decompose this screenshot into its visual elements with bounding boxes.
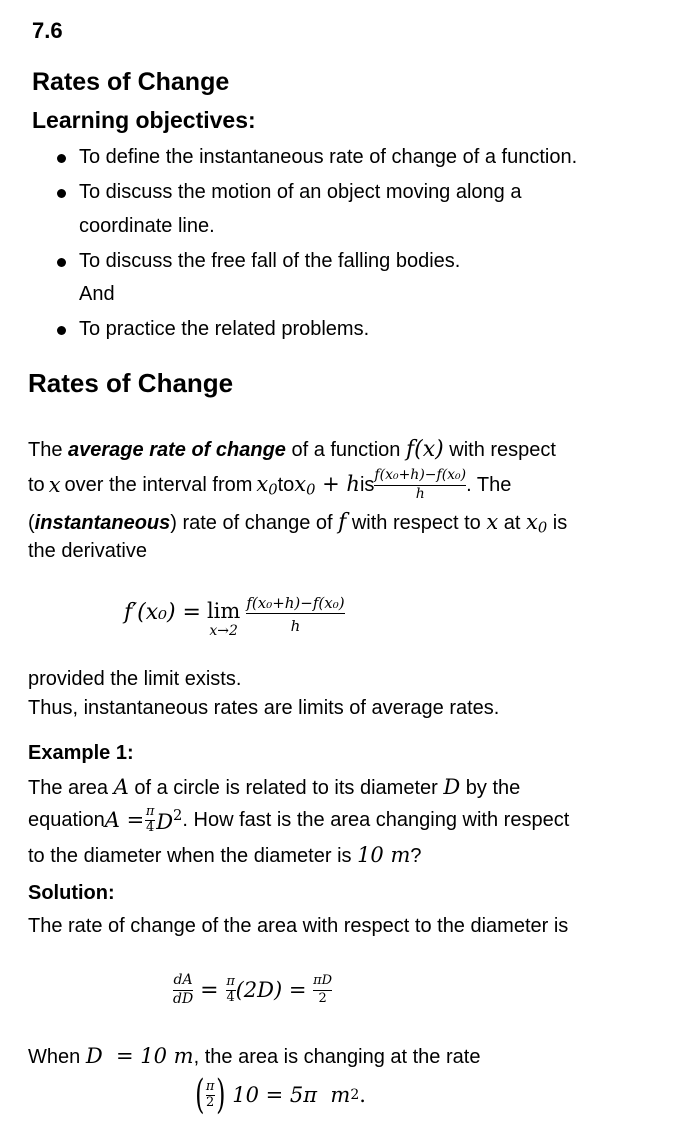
fraction-numerator: π [226,974,235,990]
math-f: f [338,510,347,535]
section-number: 7.6 [32,18,63,43]
subsection-title: Rates of Change [28,368,234,398]
final-answer [192,1072,366,1118]
text: The area [28,777,114,799]
math-diameter-value: 10 m [357,843,411,867]
example-line-3 [28,843,422,868]
definition-line-4: the derivative [28,540,147,562]
objective-item: To define the instantaneous rate of change of a function. [79,146,578,168]
exponent: 2 [173,806,183,824]
bullet-icon [57,258,66,267]
open-paren: ( [195,1072,205,1118]
limit-subscript: x→2 [209,623,238,639]
text: , the area is changing at the rate [193,1046,481,1068]
math-D: D [443,775,461,799]
text: ? [410,845,422,867]
bullet-icon [57,189,66,198]
difference-quotient [374,468,466,502]
objective-item: To practice the related problems. [79,318,370,340]
fraction-denominator: 2 [205,1094,215,1110]
exponent: 2 [350,1087,360,1103]
text: is [547,512,568,534]
math-x0 [256,472,277,499]
math-A: A [113,775,129,799]
fraction-denominator: dD [173,990,194,1007]
fraction-bar [246,613,344,614]
example-heading: Example 1: [28,742,134,764]
definition-line-1 [28,437,556,462]
dA-over-dD [173,973,193,1007]
fraction-denominator: h [290,616,301,635]
fraction-numerator: f(x₀+h)−f(x₀) [246,594,345,612]
text: . How fast is the area changing with respect [182,808,570,831]
text: of a function [285,439,406,461]
text: over the interval from [64,473,253,496]
text: with respect [443,439,556,461]
bullet-icon [57,154,66,163]
text: The [28,439,69,461]
example-line-1 [28,775,520,800]
text: is [359,473,375,496]
fraction-denominator: h [415,485,425,502]
x0-base: x [294,471,307,496]
objective-item: To discuss the motion of an object moving along a [79,181,522,203]
limit-word: lim [206,599,241,623]
bullet-icon [57,326,66,335]
fraction-numerator: π [145,804,155,820]
math-x: x [48,473,61,497]
plus-h: + h [315,471,360,496]
definition-line-3 [28,510,567,537]
term-average-rate: average rate of change [68,439,286,461]
math-2D-equals: (2D) = [235,978,314,1002]
text: with respect to [346,512,487,534]
fraction-numerator: π [205,1079,215,1095]
math-x0-plus-h [294,472,360,499]
x0-sub: 0 [537,519,548,537]
text: to the diameter when the diameter is [28,845,358,867]
objective-item-continued: coordinate line. [79,215,215,237]
objectives-heading: Learning objectives: [32,107,256,133]
fraction-numerator: dA [173,972,193,989]
pi-over-4 [226,975,236,1005]
x0-base: x [526,510,538,534]
math-fx: f(x) [405,437,444,462]
definition-line-2 [28,463,511,507]
text: . The [466,473,512,496]
text: ) rate of change of [170,512,339,534]
pi-over-4 [145,805,155,835]
limit [207,601,240,642]
math-x0 [526,510,548,537]
fraction-denominator: 4 [226,989,235,1005]
solution-heading: Solution: [28,882,115,904]
term-instantaneous: instantaneous [34,512,171,534]
x0-base: x [256,471,269,496]
math-D-value: = 10 m [102,1044,194,1068]
period: . [359,1083,366,1107]
fraction-numerator: f(x₀+h)−f(x₀) [374,467,467,484]
math-result: 10 = 5π m [232,1083,351,1107]
objective-item: To discuss the free fall of the falling bodies. [79,250,461,272]
example-line-2 [28,800,569,840]
note-limit-exists: provided the limit exists. [28,668,242,690]
math-D-squared [156,807,182,834]
pi-over-2 [206,1080,215,1110]
derivative-formula [124,590,345,650]
text: to [277,473,295,496]
derivative-lhs: f′(x₀) = [124,600,201,625]
text: equation [28,808,105,831]
fraction-denominator: 2 [318,990,327,1006]
close-paren: ) [215,1072,226,1118]
text: to [28,473,45,496]
x0-sub: 0 [306,481,316,499]
math-D: D [85,1044,103,1068]
piD-over-2 [313,974,332,1006]
text: ( [28,512,35,534]
math-A-equals: A = [104,808,145,832]
text: by the [460,777,521,799]
note-instantaneous: Thus, instantaneous rates are limits of average rates. [28,697,500,719]
derivative-area-formula [173,965,332,1015]
text: When [28,1046,86,1068]
section-title: Rates of Change [32,68,230,96]
x0-sub: 0 [268,481,278,499]
solution-when-line [28,1044,480,1069]
text: at [498,512,526,534]
objective-item-continued: And [79,283,115,305]
D-base: D [156,809,174,834]
fraction-denominator: 4 [146,819,155,835]
math-x: x [486,510,499,534]
limit-fraction [246,595,344,634]
solution-line-1: The rate of change of the area with respect to the diameter is [28,915,569,937]
text: of a circle is related to its diameter [128,777,444,799]
equals: = [193,977,226,1003]
fraction-numerator: πD [313,973,333,989]
